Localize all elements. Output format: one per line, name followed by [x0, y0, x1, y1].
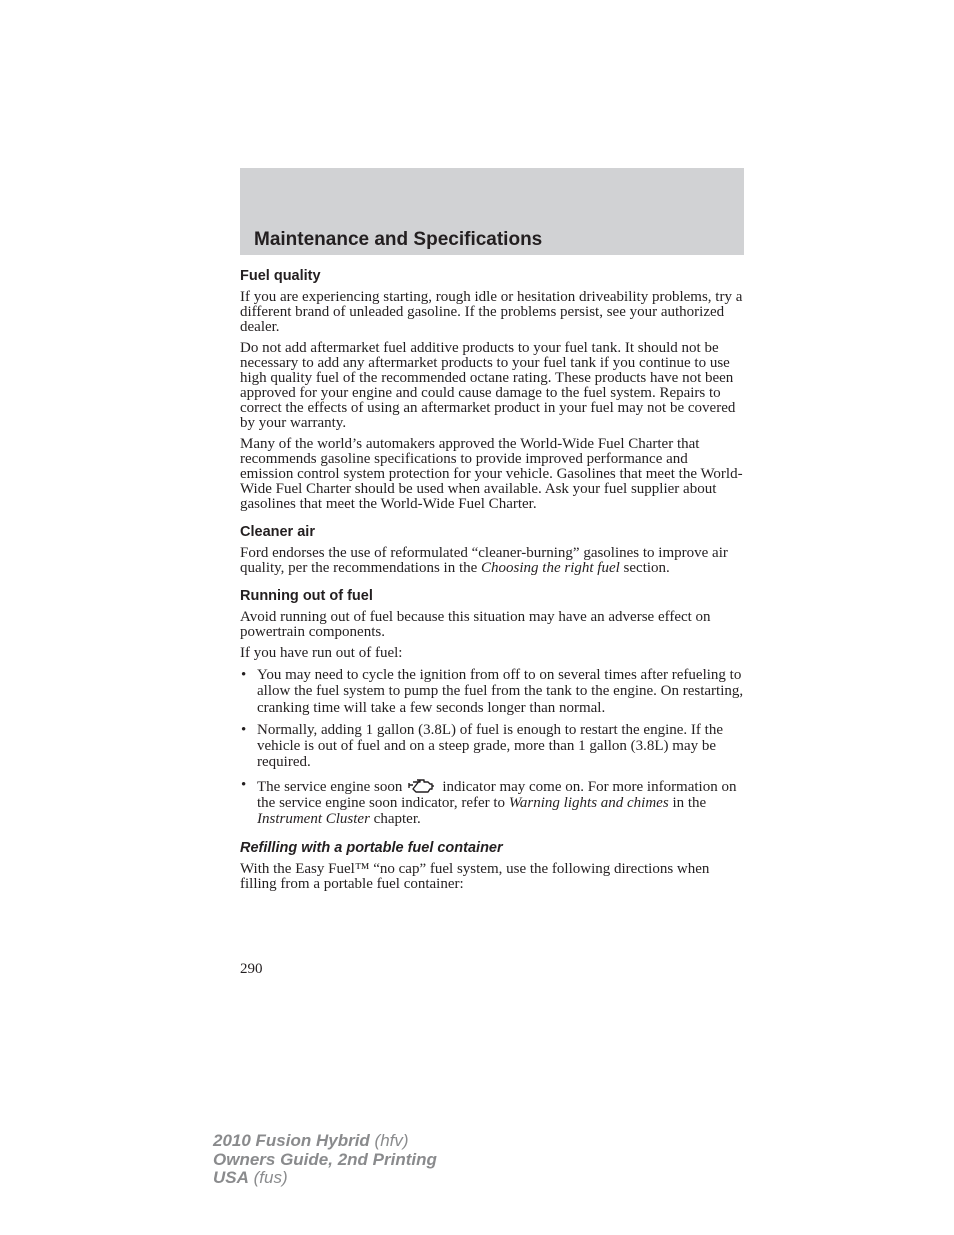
footer-market-code: (fus) — [248, 1168, 288, 1187]
refilling-section — [240, 840, 744, 892]
list-item — [240, 722, 744, 771]
footer-printing: Owners Guide, 2nd Printing — [213, 1149, 437, 1169]
footer-model: 2010 Fusion Hybrid — [213, 1131, 370, 1150]
check-engine-icon — [406, 777, 436, 795]
bullet: • — [241, 721, 247, 738]
list-item — [240, 777, 744, 828]
fuel-quality-paragraph-1: If you are experiencing starting, rough idle or hesitation driveability problems, try a different brand of unleaded gasoline. If the problems persist, see your authorized dealer. — [240, 289, 743, 335]
list-item-text: indicator may come on. For more information on the service engine soon indicator, refer to — [257, 778, 737, 812]
running-out-paragraph-2: If you have run out of fuel: — [240, 645, 403, 661]
footer-line-3 — [213, 1169, 437, 1188]
cross-reference-choosing-fuel: Choosing the right fuel — [481, 560, 620, 576]
fuel-quality-paragraph-3: Many of the world’s automakers approved the World-Wide Fuel Charter that recommends gasoline specifications to provide improved performance and emission control system protection for your vehicle. Gasolines that meet the World-Wide Fuel Charter should be used when available. Ask your fuel supplier about gasolines that meet the World-Wide Fuel Charter. — [240, 436, 743, 512]
list-item-text: chapter. — [369, 811, 421, 828]
running-out-section — [240, 588, 744, 828]
cleaner-air-section — [240, 524, 744, 576]
list-item-text: The service engine soon — [257, 778, 403, 795]
cleaner-air-heading: Cleaner air — [240, 524, 315, 540]
cross-reference-instrument-cluster: Instrument Cluster — [257, 811, 370, 828]
page-content — [240, 268, 744, 898]
bullet: • — [241, 776, 247, 793]
running-out-paragraph-1: Avoid running out of fuel because this situation may have an adverse effect on powertrain components. — [240, 609, 711, 640]
fuel-quality-heading: Fuel quality — [240, 268, 321, 284]
cross-reference-warning-lights: Warning lights and chimes — [508, 795, 669, 812]
fuel-quality-section — [240, 268, 744, 512]
cleaner-air-text-end: section. — [619, 560, 670, 576]
list-item-text: in the — [668, 795, 707, 812]
refilling-heading: Refilling with a portable fuel container — [240, 839, 503, 856]
footer-line-1 — [213, 1132, 437, 1151]
document-footer — [213, 1132, 437, 1188]
section-header-band — [240, 168, 744, 255]
refilling-paragraph: With the Easy Fuel™ “no cap” fuel system, use the following directions when filling from a portable fuel container: — [240, 860, 710, 892]
bullet: • — [241, 667, 247, 683]
cleaner-air-paragraph — [240, 546, 744, 576]
footer-model-code: (hfv) — [369, 1131, 409, 1150]
list-item-text: You may need to cycle the ignition from off to on several times after refueling to allow the fuel system to pump the fuel from the tank to the engine. On restarting, cranking time will take a few seconds longer than normal. — [257, 667, 744, 716]
running-out-list — [240, 667, 744, 828]
cleaner-air-text: Ford endorses the use of reformulated “cleaner-burning” gasolines to improve air quality, per the recommendations in the — [240, 545, 728, 576]
footer-line-2 — [213, 1151, 437, 1170]
list-item-text: Normally, adding 1 gallon (3.8L) of fuel is enough to restart the engine. If the vehicle is out of fuel and on a steep grade, more than 1 gallon (3.8L) may be required. — [257, 721, 723, 771]
list-item — [240, 667, 744, 716]
section-title: Maintenance and Specifications — [254, 229, 543, 250]
footer-market: USA — [213, 1168, 249, 1187]
fuel-quality-paragraph-2: Do not add aftermarket fuel additive products to your fuel tank. It should not be necessary to add any aftermarket products to your fuel tank if you continue to use high quality fuel of the recommended octane rating. These products have not been approved for your engine and could cause damage to the fuel system. Repairs to correct the effects of using an aftermarket product in your fuel may not be covered by your warranty. — [240, 340, 736, 431]
running-out-heading: Running out of fuel — [240, 588, 373, 604]
page-number: 290 — [240, 961, 263, 977]
